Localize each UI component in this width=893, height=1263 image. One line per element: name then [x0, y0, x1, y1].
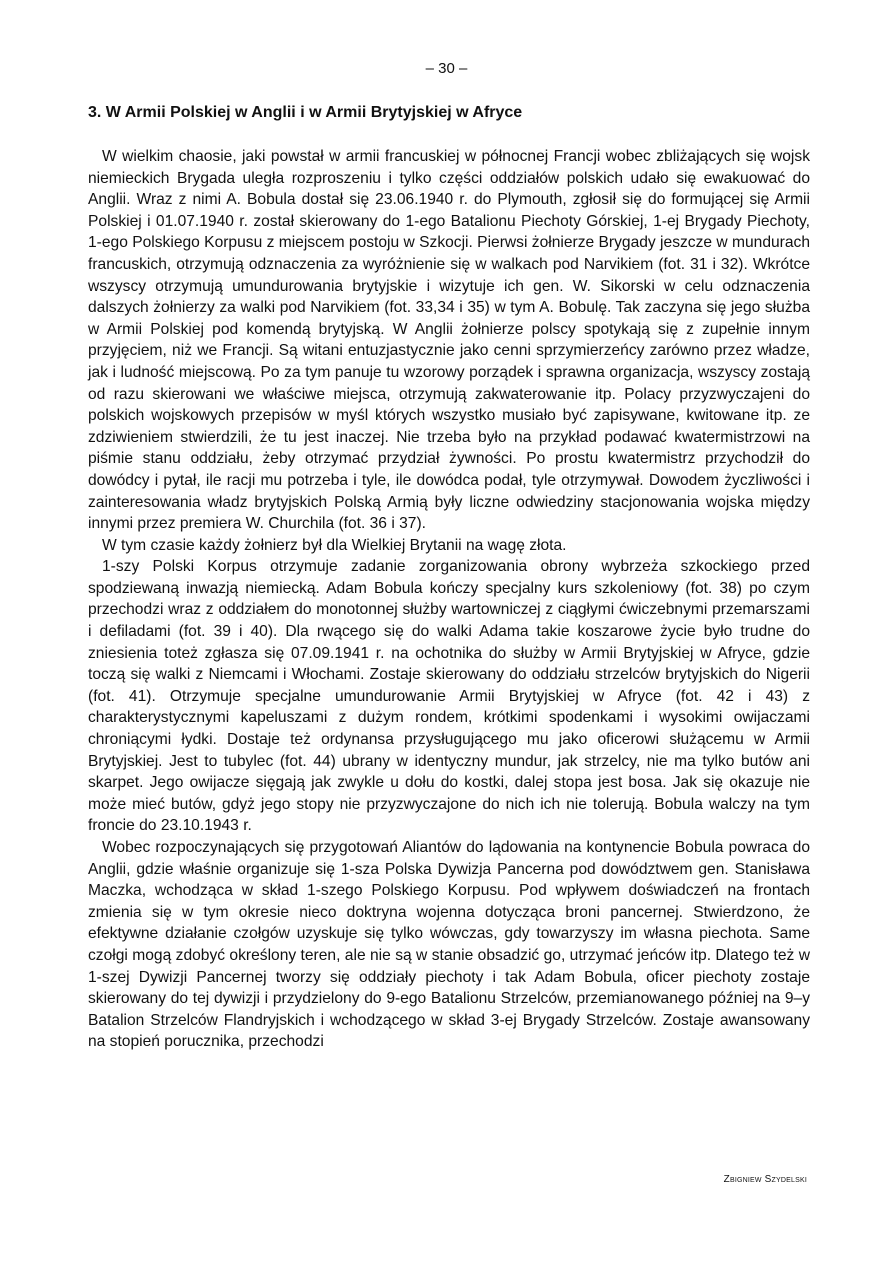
paragraph: 1-szy Polski Korpus otrzymuje zadanie zorganizowania obrony wybrzeża szkockiego przed spodziewaną inwazją niemiecką. Adam Bobula kończy specjalny kurs szkoleniowy (fot. 38) po czym przechodzi wraz z oddziałem do monotonnej służby wartowniczej z ciągłymi ćwiczebnymi przemarszami i defiladami (fot. 39 i 40). Dla rwącego się do walki Adama takie koszarowe życie było trudne do zniesienia toteż zgłasza się 07.09.1941 r. na ochotnika do służby w Armii Brytyjskiej w Afryce, gdzie toczą się walki z Niemcami i Włochami. Zostaje skierowany do oddziału strzelców brytyjskich do Nigerii (fot. 41). Otrzymuje specjalne umundurowanie Armii Brytyjskiej w Afryce (fot. 42 i 43) z charakterystycznymi kapeluszami z dużym rondem, krótkimi spodenkami i wysokimi owijaczami chroniącymi łydki. Dostaje też ordynansa przysługującego mu jako oficerowi służącemu w Armii Brytyjskiej. Jest to tubylec (fot. 44) ubrany w identyczny mundur, jak strzelcy, nie ma tylko butów ani skarpet. Jego owijacze sięgają jak zwykle u dołu do kostki, dalej stopa jest bosa. Jak się okazuje nie może mieć butów, gdyż jego stopy nie przyzwyczajone do nich ich nie tolerują. Bobula walczy na tym froncie do 23.10.1943 r. — [88, 558, 810, 835]
paragraph: W tym czasie każdy żołnierz był dla Wielkiej Brytanii na wagę złota. — [102, 536, 567, 554]
author-footer: Zbigniew Szydelski — [723, 1174, 807, 1185]
paragraph: W wielkim chaosie, jaki powstał w armii francuskiej w północnej Francji wobec zbliżających się wojsk niemieckich Brygada uległa rozproszeniu i tylko części oddziałów polskich udało się ewakuować do Anglii. Wraz z nimi A. Bobula dostał się 23.06.1940 r. do Plymouth, zgłosił się do formującej się Armii Polskiej i 01.07.1940 r. został skierowany do 1-ego Batalionu Piechoty Górskiej, 1-ej Brygady Piechoty, 1-ego Polskiego Korpusu z miejscem postoju w Szkocji. Pierwsi żołnierze Brygady jeszcze w mundurach francuskich, otrzymują odznaczenia za wyróżnienie się w walkach pod Narvikiem (fot. 31 i 32). Wkrótce wszyscy otrzymują umundurowania brytyjskie i wizytuje ich gen. W. Sikorski w celu odznaczenia dalszych żołnierzy za walki pod Narvikiem (fot. 33,34 i 35) w tym A. Bobulę. Tak zaczyna się jego służba w Armii Polskiej pod komendą brytyjską. W Anglii żołnierze polscy spotykają się z zupełnie innym przyjęciem, niż we Francji. Są witani entuzjastycznie jako cenni sprzymierzeńcy zarówno przez władze, jak i ludność miejscową. Po za tym panuje tu wzorowy porządek i sprawna organizacja, wszyscy zostają od razu skierowani we właściwe miejsca, otrzymują zakwaterowanie itp. Polacy przyzwyczajeni do polskich wojskowych przepisów w myśl których wszystko musiało być zapisywane, kwitowane itp. ze zdziwieniem stwierdzili, że tu jest inaczej. Nie trzeba było na przykład podawać kwatermistrzowi na piśmie stanu oddziału, żeby otrzymać przydział żywności. Po prostu kwatermistrz przychodził do dowódcy i pytał, ile racji mu potrzeba i tyle, ile dowódca podał, tyle otrzymywał. Dowodem życzliwości i zainteresowania władz brytyjskich Polską Armią były liczne odwiedziny stacjonowania wojska między innymi przez premiera W. Churchila (fot. 36 i 37). — [88, 148, 810, 533]
body-text — [88, 146, 810, 1053]
section-heading: 3. W Armii Polskiej w Anglii i w Armii Brytyjskiej w Afryce — [88, 104, 523, 121]
paragraph: Wobec rozpoczynających się przygotowań Aliantów do lądowania na kontynencie Bobula powraca do Anglii, gdzie właśnie organizuje się 1-sza Polska Dywizja Pancerna pod dowództwem gen. Stanisława Maczka, wchodząca w skład 1-szego Polskiego Korpusu. Pod wpływem doświadczeń na frontach zmienia się w tym okresie nieco doktryna wojenna dotycząca broni pancernej. Stwierdzono, że efektywne działanie czołgów uzyskuje się tylko wówczas, gdy towarzyszy im własna piechota. Same czołgi mogą zdobyć określony teren, ale nie są w stanie obsadzić go, utrzymać jeńców itp. Dlatego też w 1-szej Dywizji Pancernej tworzy się oddziały piechoty i tak Adam Bobula, oficer piechoty zostaje skierowany do tej dywizji i przydzielony do 9-ego Batalionu Strzelców, przemianowanego później na 9–y Batalion Strzelców Flandryjskich i wchodzącego w skład 3-ej Brygady Strzelców. Zostaje awansowany na stopień porucznika, przechodzi — [88, 839, 810, 1051]
page-number: – 30 – — [425, 60, 468, 77]
